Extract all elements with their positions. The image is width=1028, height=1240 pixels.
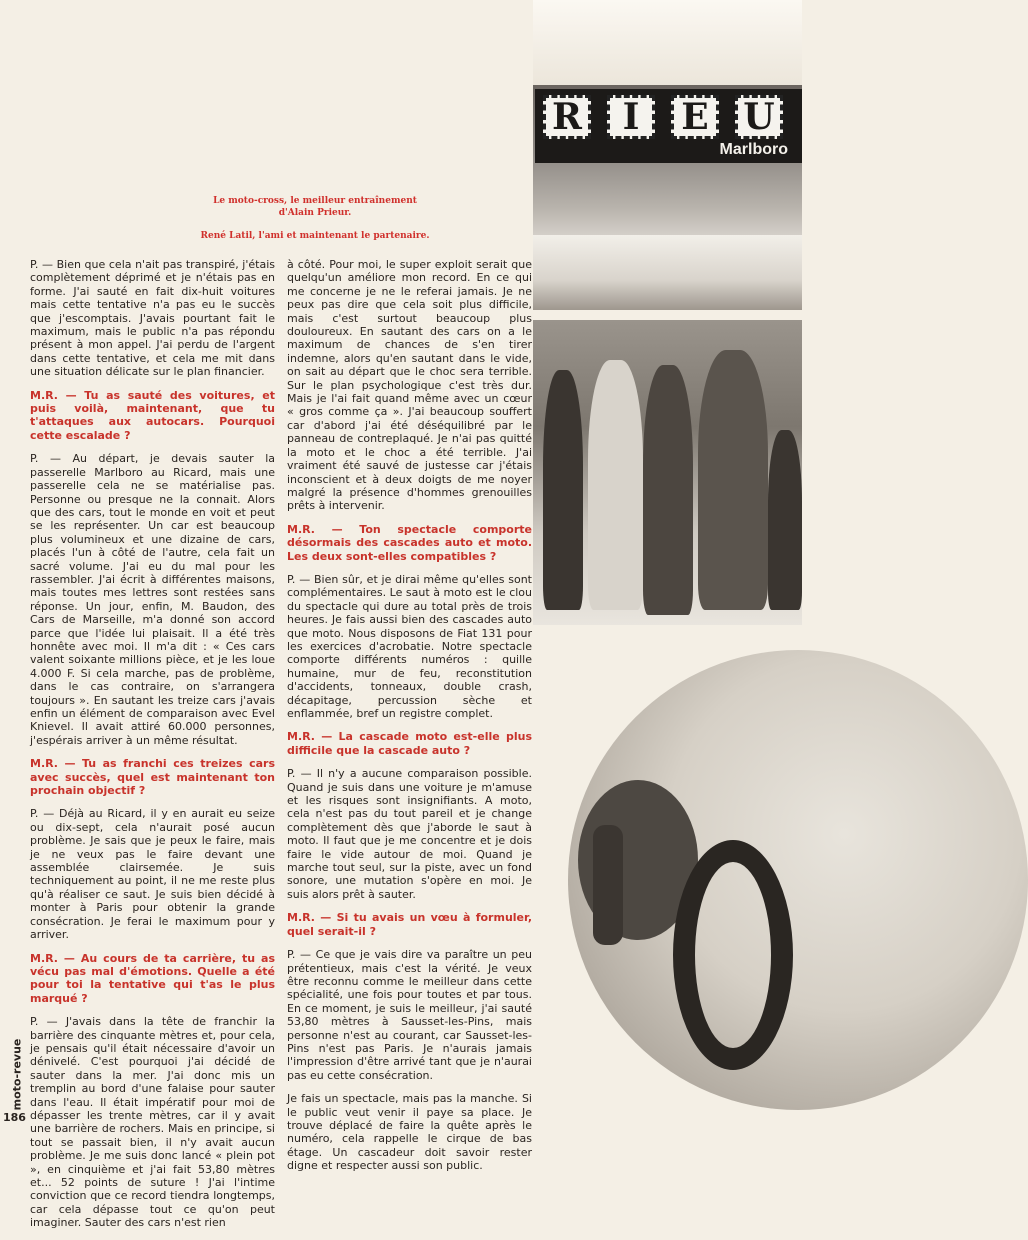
article-column-left: [30, 258, 275, 1240]
motorbike-wheel: [673, 840, 793, 1070]
page-number: 186: [3, 1111, 26, 1124]
banner-brand: Marlboro: [719, 141, 788, 158]
magazine-name-vertical: [7, 1040, 23, 1110]
interview-answer: P. — Ce que je vais dire va paraître un peu prétentieux, mais c'est la vérité. Je veux être reconnu comme le meilleur dans cette spécialité, une fois pour toutes et par tous. En ce moment, je suis le meilleur, j'ai sauté 53,80 mètres à Sausset-les-Pins, mais personne n'est au courant, car Sausset-les-Pins n'est pas Paris. Je n'aurais jamais l'impression d'être arrivé tant que je n'aurai pas eu cette consécration.: [287, 948, 532, 1082]
rider-silhouette: [593, 825, 623, 945]
caption-line: d'Alain Prieur.: [278, 208, 352, 218]
interview-question: M.R. — Au cours de ta carrière, tu as vécu pas mal d'émotions. Quelle a été pour toi la tentative qui t'as le plus marqué ?: [30, 951, 275, 1005]
article-column-right: [287, 258, 532, 1183]
interview-answer: P. — Bien que cela n'ait pas transpiré, j'étais complètement déprimé et je n'étais pas en forme. J'ai sauté en fait dix-huit voitures mais cette tentative n'a pas eu le succès que j'escomptais. J'avais pourtant fait le maximum, mais le public n'a pas répondu présent à mon appel. J'ai perdu de l'argent dans cette tentative, et cela me mit dans une situation délicate sur le plan financier.: [30, 258, 275, 379]
banner-letter: I: [607, 95, 655, 139]
interview-answer: P. — Il n'y a aucune comparaison possible. Quand je suis dans une voiture je m'amuse et les risques sont insignifiants. A moto, cela n'est pas du tout pareil et je change complètement dès que j'aborde le saut à moto. Il faut que je me concentre et je dois faire le vide autour de moi. Quand je marche tout seul, sur la piste, avec un fond sonore, une mutation s'opère en moi. Je suis alors prêt à sauter.: [287, 767, 532, 901]
crowd-figure: [643, 365, 693, 615]
banner-letter: U: [735, 95, 783, 139]
interview-question: M.R. — Si tu avais un vœu à formuler, quel serait-il ?: [287, 911, 532, 938]
interview-question: M.R. — Tu as franchi ces treizes cars avec succès, quel est maintenant ton prochain objectif ?: [30, 757, 275, 798]
banner-letter: R: [543, 95, 591, 139]
crowd-figure: [543, 370, 583, 610]
interview-answer: P. — Déjà au Ricard, il y en aurait eu seize ou dix-sept, cela n'aurait posé aucun problème. Je sais que je peux le faire, mais je ne veux pas le faire devant une assemblée clairsemée. Je suis techniquement au point, il ne me reste plus qu'à réaliser ce saut. Je suis bien décidé à monter à Paris pour obtenir la grande consécration. Je ferai le maximum pour y arriver.: [30, 807, 275, 942]
magazine-name: moto-revue: [10, 1038, 24, 1111]
caption-line: René Latil, l'ami et maintenant le partenaire.: [200, 231, 430, 241]
crowd-figure: [698, 350, 768, 610]
interview-answer: P. — J'avais dans la tête de franchir la barrière des cinquante mètres et, pour cela, je pensais qu'il était nécessaire d'avoir un dénivelé. C'est pourquoi j'ai décidé de sauter dans la mer. J'ai donc mis un tremplin au bord d'une falaise pour sauter dans l'eau. Il était impératif pour moi de dépasser les trente mètres, car il y avait une barrière de rochers. Mais en principe, si tout se passait bien, il n'y avait aucun problème. Je me suis donc lancé « plein pot », en cinquième et j'ai fait 53,80 mètres et... 52 points de suture ! J'ai l'intime conviction que ce record tiendra longtemps, car cela dépasse tout ce qu'on peut imaginer. Sauter des cars n'est rien: [30, 1015, 275, 1230]
interview-question: M.R. — Tu as sauté des voitures, et puis voilà, maintenant, que tu t'attaques aux autocars. Pourquoi cette escalade ?: [30, 388, 275, 442]
caption-line: Le moto-cross, le meilleur entraînement: [213, 196, 417, 206]
interview-question: M.R. — La cascade moto est-elle plus difficile que la cascade auto ?: [287, 730, 532, 757]
interview-answer: Je fais un spectacle, mais pas la manche. Si le public veut venir il paye sa place. Je trouve déplacé de faire la quête après le numéro, cela rappelle le cirque de bas étage. Un cascadeur doit savoir rester digne et respecter aussi son public.: [287, 1092, 532, 1173]
interview-answer: P. — Au départ, je devais sauter la passerelle Marlboro au Ricard, mais une passerelle cela ne se matérialise pas. Personne ou presque ne la connait. Alors que des cars, tout le monde en voit et peut se les représenter. Un car est beaucoup plus volumineux et une dizaine de cars, placés l'un à côté de l'autre, cela fait un sacré volume. J'ai eu du mal pour les rassembler. J'ai écrit à différentes maisons, mais toutes mes lettres sont restées sans réponse. Un jour, enfin, M. Baudon, des Cars de Marseille, m'a donné son accord parce que l'idée lui plaisait. Il a été très honnête avec moi. Il m'a dit : « Ces cars valent soixante millions pièce, et je les loue 4.000 F. Si cela marche, pas de problème, dans le cas contraire, on s'arrangera toujours ». En sautant les treize cars j'avais enfin un élément de comparaison avec Evel Knievel. Il avait attiré 60.000 personnes, j'espérais arriver à un même résultat.: [30, 452, 275, 747]
photo-top-margin: [533, 0, 802, 85]
interview-answer: P. — Bien sûr, et je dirai même qu'elles sont complémentaires. Le saut à moto est le clou du spectacle qui dure au total près de trois heures. Je fais aussi bien des cascades auto que moto. Nous disposons de Fiat 131 pour les exercices d'acrobatie. Notre spectacle comporte différents numéros : quille humaine, mur de feu, reconstitution d'accidents, tonneaux, double crash, décapitage, percussion sèche et enflammée, bref un registre complet.: [287, 572, 532, 720]
photo-motocross: [533, 640, 802, 1140]
banner-letter: E: [671, 95, 719, 139]
interview-question: M.R. — Ton spectacle comporte désormais des cascades auto et moto. Les deux sont-elles compatibles ?: [287, 522, 532, 563]
crowd-figure: [588, 360, 643, 610]
parked-buses: [533, 235, 802, 310]
interview-answer: à côté. Pour moi, le super exploit serait que quelqu'un améliore mon record. En ce qui me concerne je ne le referai jamais. Je ne peux pas dire que cela soit plus difficile, mais c'est surtout beaucoup plus douloureux. En sautant des cars on a le maximum de chances de s'en tirer indemne, alors qu'en sautant dans le vide, on sait au départ que le choc sera terrible. Sur le plan psychologique c'est très dur. Mais je l'ai fait quand même avec un cœur « gros comme ça ». J'ai beaucoup souffert car d'abord j'ai été déséquilibré par le panneau de contreplaqué. Je n'ai pas quitté la moto et le choc a été terrible. J'ai vraiment été sauvé de justesse car j'étais inconscient et à deux doigts de me noyer malgré la présence d'hommes grenouilles prêts à intervenir.: [287, 258, 532, 513]
race-banner: [535, 89, 802, 163]
crowd-figure: [768, 430, 802, 610]
photo-marlboro-banner: [533, 85, 802, 310]
photo-crowd: [533, 320, 802, 625]
